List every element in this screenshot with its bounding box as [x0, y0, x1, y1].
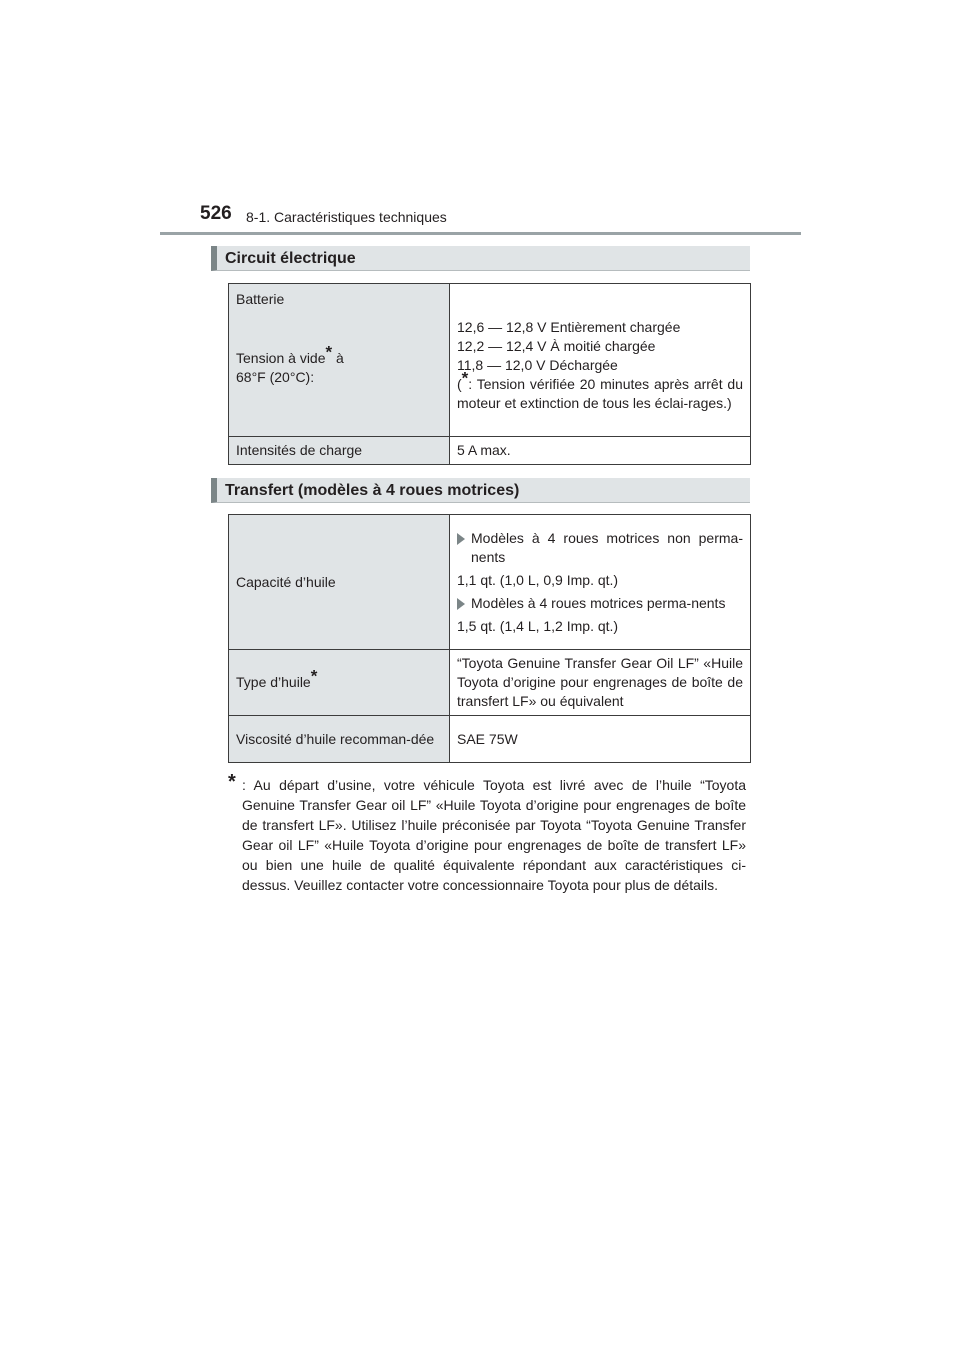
electrical-section-title: Circuit électrique: [225, 250, 356, 267]
page-number: 526: [200, 203, 232, 224]
viscosity-value: SAE 75W: [450, 716, 751, 763]
electrical-section-heading: [211, 246, 750, 271]
triangle-bullet-icon: [457, 598, 465, 610]
type-label: Type d’huile*: [229, 650, 450, 716]
footnote-marker: *: [310, 666, 318, 686]
battery-label: Batterie: [236, 291, 285, 307]
voltage-note: (*: Tension vérifiée 20 minutes après arrêt du moteur et extinction de tous les éclai-rages.): [457, 367, 743, 411]
table-row: [229, 716, 751, 763]
triangle-bullet-icon: [457, 533, 465, 545]
capacity-label: Capacité d’huile: [229, 515, 450, 650]
transfer-section-heading: [211, 478, 750, 503]
transfer-table: [228, 514, 751, 763]
voltage-label: Tension à vide* à: [236, 342, 344, 366]
footnote-marker: *: [461, 367, 469, 387]
voltage-line-half: 12,2 — 12,4 V À moitié chargée: [457, 337, 656, 354]
section-title: 8-1. Caractéristiques techniques: [246, 209, 447, 225]
table-row: [229, 437, 751, 465]
footnote-marker: *: [325, 342, 333, 362]
capacity-value-2: 1,5 qt. (1,4 L, 1,2 Imp. qt.): [457, 618, 619, 634]
table-row: [229, 284, 751, 437]
capacity-item-2: Modèles à 4 roues motrices perma-nents: [457, 594, 743, 613]
footnote-marker: *: [228, 771, 236, 793]
table-row: [229, 650, 751, 716]
electrical-table: [228, 283, 751, 465]
footnote: [228, 771, 746, 895]
charge-value: 5 A max.: [450, 437, 751, 465]
viscosity-label: Viscosité d’huile recomman-dée: [229, 716, 450, 763]
capacity-item-1: Modèles à 4 roues motrices non perma-nents: [457, 529, 743, 567]
footnote-text: : Au départ d’usine, votre véhicule Toyota est livré avec de l’huile “Toyota Genuine Transfer Gear oil LF” «Huile Toyota d’origine pour engrenages de boîte de transfert LF». Utilisez l’huile préconisée par Toyota “Toyota Genuine Transfer Gear oil LF” «Huile Toyota d’origine pour engrenages de boîte de transfert LF» ou bien une huile de qualité équivalente répondant aux caractéristiques ci-dessus. Veuillez contacter votre concessionnaire Toyota pour plus de détails.: [242, 777, 746, 893]
table-row: [229, 515, 751, 650]
header-divider: [160, 232, 801, 235]
transfer-section-title: Transfert (modèles à 4 roues motrices): [225, 482, 520, 499]
capacity-value-1: 1,1 qt. (1,0 L, 0,9 Imp. qt.): [457, 572, 619, 588]
type-value: “Toyota Genuine Transfer Gear Oil LF” «Huile Toyota d’origine pour engrenages de boîte de transfert LF» ou équivalent: [450, 650, 751, 716]
voltage-line-discharged: 11,8 — 12,0 V Déchargée: [457, 356, 618, 373]
capacity-values-cell: [450, 515, 751, 650]
battery-label-cell: [229, 284, 450, 437]
voltage-values-cell: [450, 284, 751, 437]
voltage-line-full: 12,6 — 12,8 V Entièrement chargée: [457, 318, 681, 335]
voltage-temp-label: 68°F (20°C):: [236, 369, 315, 385]
charge-label: Intensités de charge: [229, 437, 450, 465]
